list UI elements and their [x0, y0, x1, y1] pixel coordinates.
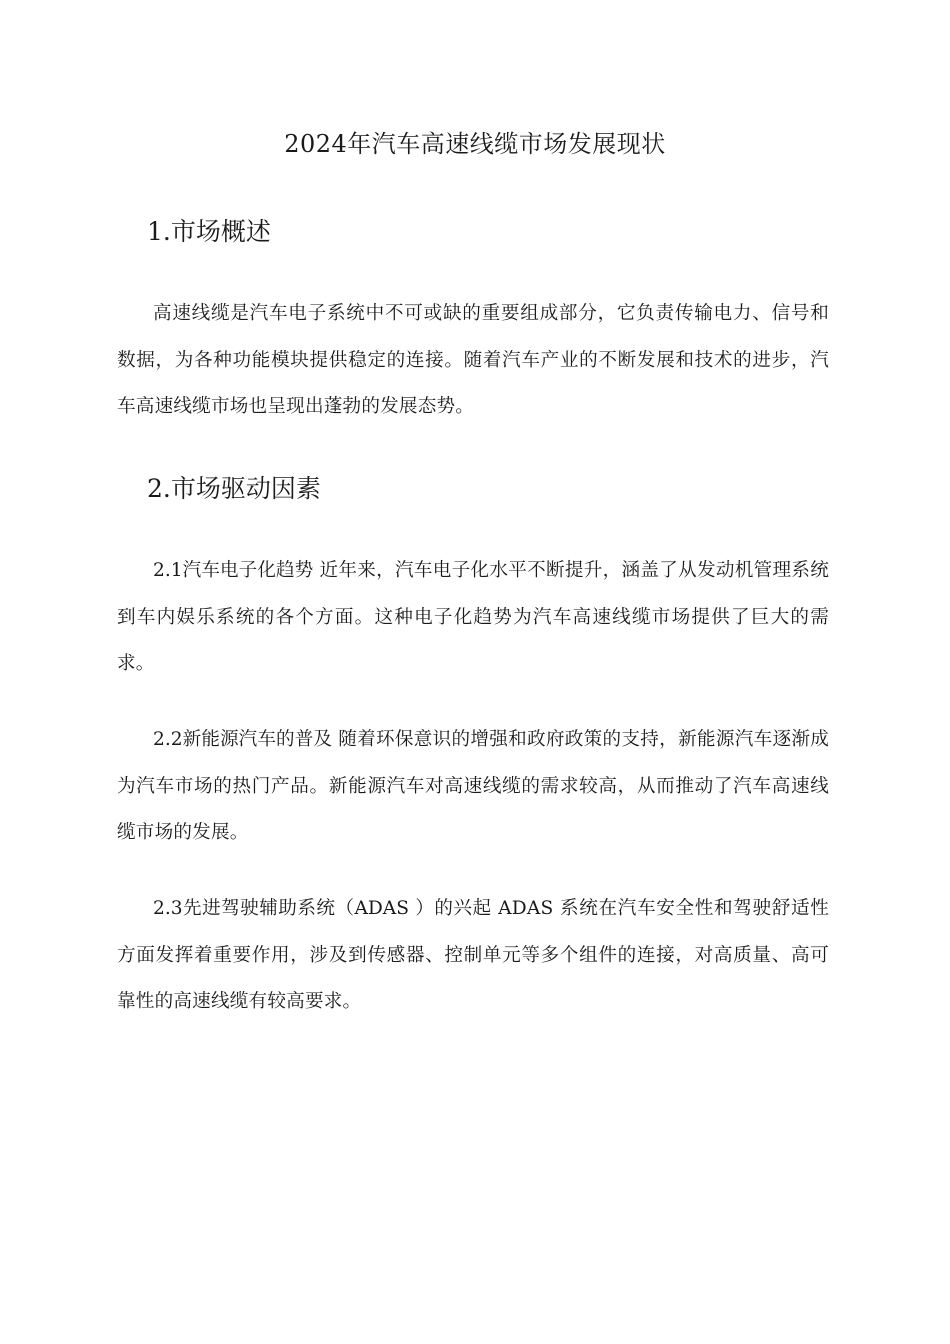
- paragraph-electrification: [117, 548, 829, 688]
- paragraph-new-energy-vehicles: [117, 717, 829, 857]
- paragraph-text: 近年来，汽车电子化水平不断提升，涵盖了从发动机管理系统到车内娱乐系统的各个方面。这种电子化趋势为汽车高速线缆市场提供了巨大的需求。: [117, 560, 829, 674]
- paragraph-text: 高速线缆是汽车电子系统中不可或缺的重要组成部分，它负责传输电力、信号和数据，为各种功能模块提供稳定的连接。随着汽车产业的不断发展和技术的进步，汽车高速线缆市场也呈现出蓬勃的发展态势。: [117, 303, 829, 417]
- paragraph-adas: [117, 886, 829, 1026]
- section-heading-market-overview: 1.市场概述: [147, 217, 271, 246]
- document-title: 2024年汽车高速线缆市场发展现状: [284, 130, 666, 158]
- section-heading-market-drivers: 2.市场驱动因素: [147, 474, 321, 503]
- paragraph-text: 随着环保意识的增强和政府政策的支持，新能源汽车逐渐成为汽车市场的热门产品。新能源汽车对高速线缆的需求较高，从而推动了汽车高速线缆市场的发展。: [117, 729, 829, 843]
- paragraph-lead: 2.2新能源汽车的普及: [153, 729, 333, 750]
- paragraph-lead: 2.3先进驾驶辅助系统（ADAS ）的兴起: [153, 898, 492, 919]
- paragraph-market-overview: [117, 291, 829, 431]
- paragraph-lead: 2.1汽车电子化趋势: [153, 560, 314, 581]
- paragraph-text: ADAS 系统在汽车安全性和驾驶舒适性方面发挥着重要作用，涉及到传感器、控制单元等多个组件的连接，对高质量、高可靠性的高速线缆有较高要求。: [117, 898, 829, 1012]
